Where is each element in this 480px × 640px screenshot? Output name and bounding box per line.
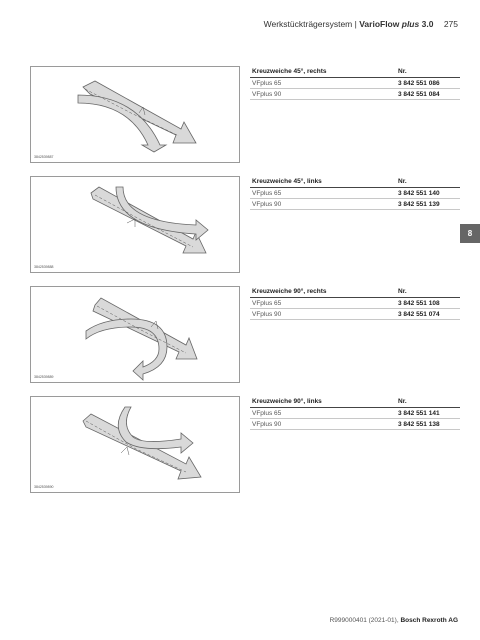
order-table: [250, 286, 460, 320]
chapter-tab[interactable]: 8: [460, 224, 480, 243]
crossing-switch-illustration: [31, 287, 239, 382]
page-number: 275: [443, 19, 458, 29]
column-nr-label: Nr.: [398, 68, 407, 75]
variant-name: VFplus 90: [252, 90, 282, 98]
part-number: 3 842 551 086: [398, 79, 440, 87]
table-title: Kreuzweiche 90°, rechts: [252, 288, 327, 295]
header-system: Werkstückträgersystem |: [263, 19, 357, 29]
figure-code: 3842539889: [34, 375, 54, 379]
column-nr-label: Nr.: [398, 178, 407, 185]
diagram-kreuzweiche-45-rechts: [30, 66, 240, 163]
part-number: 3 842 551 138: [398, 420, 440, 428]
order-table: [250, 66, 460, 100]
column-nr-label: Nr.: [398, 398, 407, 405]
variant-name: VFplus 65: [252, 299, 282, 307]
table-row: [250, 89, 460, 100]
triangle-marker: [127, 219, 135, 227]
figure-code: 3842539888: [34, 265, 54, 269]
table-row: [250, 419, 460, 430]
page-footer: [330, 617, 458, 624]
diagram-kreuzweiche-90-rechts: [30, 286, 240, 383]
crossing-switch-illustration: [31, 177, 239, 272]
variant-name: VFplus 65: [252, 79, 282, 87]
diagram-kreuzweiche-90-links: [30, 396, 240, 493]
table-header: [250, 66, 460, 78]
variant-name: VFplus 65: [252, 409, 282, 417]
table-row: [250, 309, 460, 320]
footer-document-id: R999000401 (2021-01),: [329, 617, 399, 624]
variant-name: VFplus 90: [252, 420, 282, 428]
column-nr-label: Nr.: [398, 288, 407, 295]
crossing-switch-illustration: [31, 67, 239, 162]
curved-branch-arrow: [86, 319, 167, 380]
header-brand-plus: plus: [401, 19, 420, 29]
table-header: [250, 176, 460, 188]
table-row: [250, 298, 460, 309]
order-table: [250, 176, 460, 210]
order-table: [250, 396, 460, 430]
table-row: [250, 188, 460, 199]
header-brand: VarioFlow: [359, 19, 400, 29]
variant-name: VFplus 90: [252, 310, 282, 318]
table-header: [250, 396, 460, 408]
part-number: 3 842 551 140: [398, 189, 440, 197]
triangle-marker: [121, 447, 129, 455]
figure-code: 3842539887: [34, 155, 54, 159]
part-number: 3 842 551 084: [398, 90, 440, 98]
variant-name: VFplus 65: [252, 189, 282, 197]
part-number: 3 842 551 108: [398, 299, 440, 307]
diagram-kreuzweiche-45-links: [30, 176, 240, 273]
table-title: Kreuzweiche 45°, links: [252, 178, 322, 185]
page-header: [264, 19, 458, 29]
table-row: [250, 78, 460, 89]
variant-name: VFplus 90: [252, 200, 282, 208]
figure-code: 3842539890: [34, 485, 54, 489]
footer-company: Bosch Rexroth AG: [400, 617, 458, 624]
part-number: 3 842 551 141: [398, 409, 440, 417]
crossing-switch-illustration: [31, 397, 239, 492]
table-header: [250, 286, 460, 298]
table-title: Kreuzweiche 90°, links: [252, 398, 322, 405]
part-number: 3 842 551 074: [398, 310, 440, 318]
table-row: [250, 408, 460, 419]
table-row: [250, 199, 460, 210]
part-number: 3 842 551 139: [398, 200, 440, 208]
table-title: Kreuzweiche 45°, rechts: [252, 68, 327, 75]
header-version: 3.0: [421, 19, 434, 29]
